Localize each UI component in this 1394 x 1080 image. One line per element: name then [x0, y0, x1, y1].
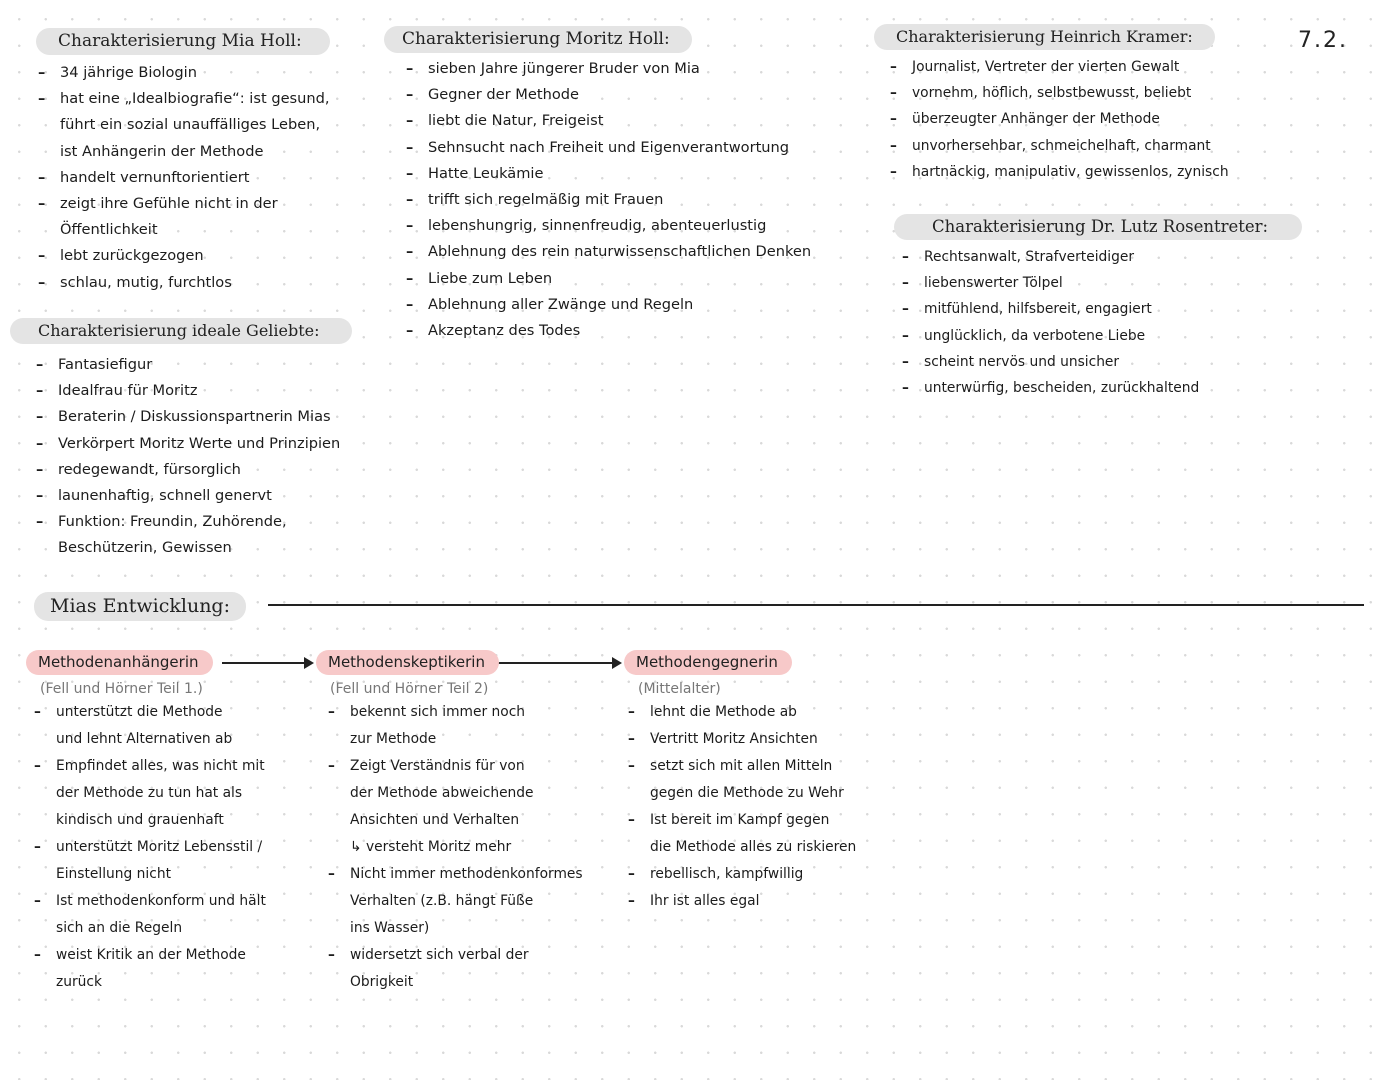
section-moritz-holl [384, 26, 864, 344]
list-item: – rebellisch, kampfwillig [626, 861, 944, 888]
list-item: – Empfindet alles, was nicht mit der Methode zu tun hat als kindisch und grauenhaft [32, 753, 306, 834]
list-item: – Funktion: Freundin, Zuhörende, Beschützerin, Gewissen [34, 509, 390, 561]
list-item: – Akzeptanz des Todes [404, 318, 864, 344]
list-item: – Nicht immer methodenkonformes Verhalten (z.B. hängt Füße ins Wasser) [326, 861, 616, 942]
list-item: – scheint nervös und unsicher [900, 349, 1344, 375]
list-item: – Ihr ist alles egal [626, 888, 944, 915]
list-item: – unvorhersehbar, schmeichelhaft, charmant [888, 133, 1294, 159]
list-item: – Rechtsanwalt, Strafverteidiger [900, 244, 1344, 270]
list-item: – unglücklich, da verbotene Liebe [900, 323, 1344, 349]
list-item: – zeigt ihre Gefühle nicht in der Öffentlichkeit [36, 191, 381, 243]
list-item: – 34 jährige Biologin [36, 60, 381, 86]
list-item: – Fantasiefigur [34, 352, 390, 378]
list-moritz-holl [404, 56, 864, 344]
section-mias-entwicklung [34, 592, 246, 621]
list-item: – Idealfrau für Moritz [34, 378, 390, 404]
list-item: – Ablehnung aller Zwänge und Regeln [404, 292, 864, 318]
stage-subtitle: (Mittelalter) [638, 681, 721, 697]
list-item: – überzeugter Anhänger der Methode [888, 106, 1294, 132]
list-item: – hat eine „Idealbiografie“: ist gesund, führt ein sozial unauffälliges Leben, ist Anhängerin der Methode [36, 86, 381, 165]
stage-subtitle: (Fell und Hörner Teil 1.) [40, 681, 203, 697]
list-item: – liebenswerter Tölpel [900, 270, 1344, 296]
stage-methodenskeptikerin [316, 650, 616, 996]
list-item: – Sehnsucht nach Freiheit und Eigenverantwortung [404, 135, 864, 161]
stage-methodenanhaengerin [26, 650, 306, 996]
heading-heinrich-kramer: Charakterisierung Heinrich Kramer: [874, 24, 1215, 50]
list-item: – Ist methodenkonform und hält sich an die Regeln [32, 888, 306, 942]
stage-subtitle: (Fell und Hörner Teil 2) [330, 681, 489, 697]
list-item: – Ablehnung des rein naturwissenschaftlichen Denken [404, 239, 864, 265]
list-item: – handelt vernunftorientiert [36, 165, 381, 191]
list-item: – vornehm, höflich, selbstbewusst, beliebt [888, 80, 1294, 106]
list-item: – trifft sich regelmäßig mit Frauen [404, 187, 864, 213]
list-item: – liebt die Natur, Freigeist [404, 108, 864, 134]
heading-mias-entwicklung: Mias Entwicklung: [34, 592, 246, 621]
list-item: – Beraterin / Diskussionspartnerin Mias [34, 404, 390, 430]
list-item: – unterstützt Moritz Lebensstil / Einstellung nicht [32, 834, 306, 888]
stage-list [626, 699, 944, 915]
stage-title: Methodenskeptikerin [316, 650, 499, 675]
stage-title: Methodengegnerin [624, 650, 792, 675]
list-item: – Zeigt Verständnis für von der Methode abweichende Ansichten und Verhalten ↳ versteht Moritz mehr [326, 753, 616, 861]
list-item: – Liebe zum Leben [404, 266, 864, 292]
list-item: – unterstützt die Methode und lehnt Alternativen ab [32, 699, 306, 753]
list-item: – Hatte Leukämie [404, 161, 864, 187]
heading-mia-holl: Charakterisierung Mia Holl: [36, 28, 330, 55]
stage-methodengegnerin [624, 650, 944, 915]
list-item: – sieben Jahre jüngerer Bruder von Mia [404, 56, 864, 82]
list-item: – schlau, mutig, furchtlos [36, 270, 381, 296]
list-item: – widersetzt sich verbal der Obrigkeit [326, 942, 616, 996]
heading-lutz-rosentreter: Charakterisierung Dr. Lutz Rosentreter: [894, 214, 1302, 240]
page-number: 7.2. [1298, 28, 1348, 53]
stage-title: Methodenanhängerin [26, 650, 213, 675]
list-ideale-geliebte [34, 352, 390, 562]
list-item: – Vertritt Moritz Ansichten [626, 726, 944, 753]
list-item: – mitfühlend, hilfsbereit, engagiert [900, 296, 1344, 322]
section-lutz-rosentreter [894, 214, 1344, 401]
section-heinrich-kramer [874, 24, 1294, 185]
heading-moritz-holl: Charakterisierung Moritz Holl: [384, 26, 692, 53]
list-mia-holl [36, 60, 381, 296]
list-item: – hartnäckig, manipulativ, gewissenlos, zynisch [888, 159, 1294, 185]
stage-list [32, 699, 306, 996]
section-ideale-geliebte [10, 318, 390, 562]
list-item: – lehnt die Methode ab [626, 699, 944, 726]
heading-ideale-geliebte: Charakterisierung ideale Geliebte: [10, 318, 352, 344]
list-item: – Gegner der Methode [404, 82, 864, 108]
list-item: – lebt zurückgezogen [36, 243, 381, 269]
list-item: – launenhaftig, schnell genervt [34, 483, 390, 509]
list-item: – setzt sich mit allen Mitteln gegen die Methode zu Wehr [626, 753, 944, 807]
list-item: – unterwürfig, bescheiden, zurückhaltend [900, 375, 1344, 401]
list-item: – Ist bereit im Kampf gegen die Methode alles zu riskieren [626, 807, 944, 861]
list-item: – lebenshungrig, sinnenfreudig, abenteuerlustig [404, 213, 864, 239]
section-mia-holl [36, 28, 381, 296]
list-lutz-rosentreter [900, 244, 1344, 401]
divider-line [268, 604, 1364, 606]
list-item: – weist Kritik an der Methode zurück [32, 942, 306, 996]
list-item: – Verkörpert Moritz Werte und Prinzipien [34, 431, 390, 457]
arrow-icon [222, 662, 312, 664]
list-item: – Journalist, Vertreter der vierten Gewalt [888, 54, 1294, 80]
list-item: – redegewandt, fürsorglich [34, 457, 390, 483]
list-item: – bekennt sich immer noch zur Methode [326, 699, 616, 753]
stage-list [326, 699, 616, 996]
list-heinrich-kramer [888, 54, 1294, 185]
